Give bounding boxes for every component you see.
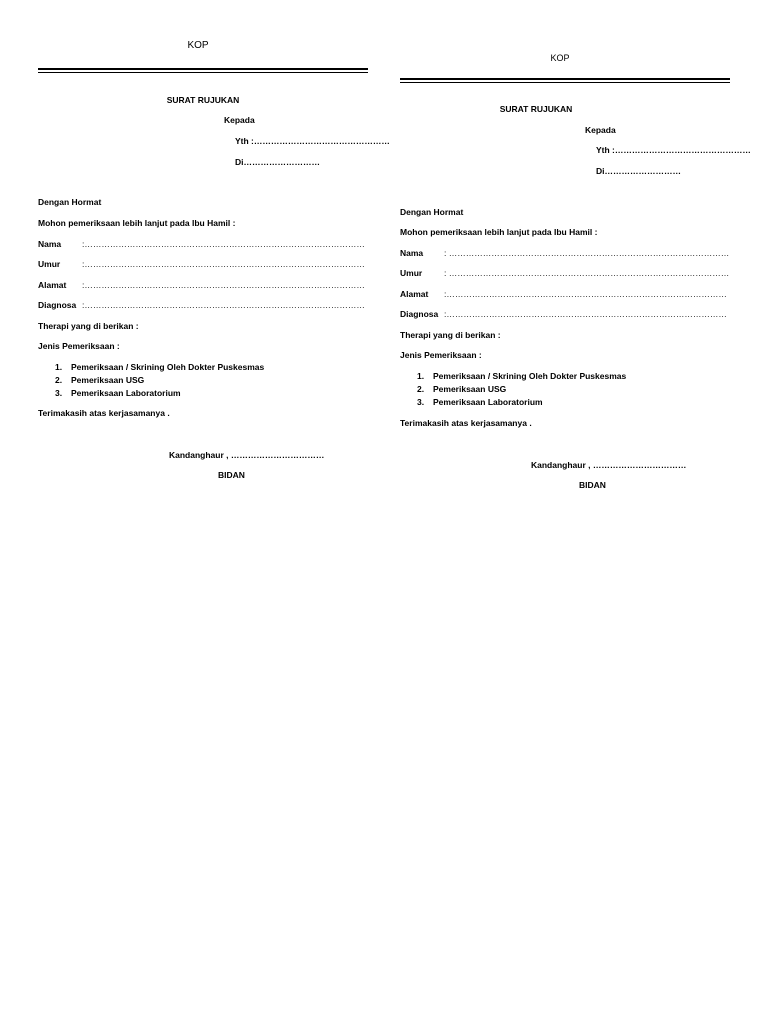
list-item: 3. Pemeriksaan Laboratorium <box>417 397 543 407</box>
exam-list <box>417 370 626 409</box>
field-blank: : ……………………………………………………………………………………… <box>444 268 730 278</box>
letter-title: SURAT RUJUKAN <box>166 95 240 105</box>
list-item: 1. Pemeriksaan / Skrining Oleh Dokter Puskesmas <box>55 362 265 372</box>
field-label: Nama <box>400 248 424 258</box>
place-date: Kandanghaur , …………………………… <box>531 460 687 470</box>
letterhead-kop: KOP <box>187 40 209 51</box>
field-blank: :……………………………………………………………………………………… <box>82 300 365 310</box>
letterhead-kop: KOP <box>550 53 570 63</box>
thanks-text: Terimakasih atas kerjasamanya . <box>38 408 170 418</box>
exam-type-label: Jenis Pemeriksaan : <box>38 341 120 351</box>
field-blank: : ……………………………………………………………………………………… <box>444 248 730 258</box>
list-item: 2. Pemeriksaan USG <box>55 375 145 385</box>
field-label: Nama <box>38 239 62 249</box>
intro-text: Mohon pemeriksaan lebih lanjut pada Ibu Hamil : <box>400 227 598 237</box>
signer-title: BIDAN <box>579 480 606 490</box>
recipient-kepada: Kepada <box>224 115 255 125</box>
header-rule-thin <box>400 82 730 83</box>
field-blank: :……………………………………………………………………………………… <box>82 239 365 249</box>
therapy-label: Therapi yang di berikan : <box>38 321 139 331</box>
intro-text: Mohon pemeriksaan lebih lanjut pada Ibu Hamil : <box>38 218 236 228</box>
recipient-yth: Yth :………………………………………… <box>235 136 390 146</box>
recipient-di: Di……………………… <box>596 166 681 176</box>
field-label: Diagnosa <box>38 300 77 310</box>
letter-title: SURAT RUJUKAN <box>499 104 573 114</box>
greeting: Dengan Hormat <box>400 207 464 217</box>
recipient-kepada: Kepada <box>585 125 616 135</box>
exam-list <box>55 361 264 400</box>
header-rule-thick <box>38 68 368 70</box>
field-label: Umur <box>400 268 423 278</box>
list-item: 1. Pemeriksaan / Skrining Oleh Dokter Puskesmas <box>417 371 627 381</box>
recipient-yth: Yth :………………………………………… <box>596 145 751 155</box>
field-label: Umur <box>38 259 61 269</box>
field-blank: :……………………………………………………………………………………… <box>444 289 727 299</box>
signer-title: BIDAN <box>218 470 245 480</box>
list-item: 3. Pemeriksaan Laboratorium <box>55 388 181 398</box>
recipient-di: Di……………………… <box>235 157 320 167</box>
field-label: Alamat <box>38 280 67 290</box>
field-label: Alamat <box>400 289 429 299</box>
exam-type-label: Jenis Pemeriksaan : <box>400 350 482 360</box>
greeting: Dengan Hormat <box>38 197 102 207</box>
field-blank: :……………………………………………………………………………………… <box>444 309 727 319</box>
therapy-label: Therapi yang di berikan : <box>400 330 501 340</box>
field-blank: :……………………………………………………………………………………… <box>82 280 365 290</box>
field-label: Diagnosa <box>400 309 439 319</box>
field-blank: :……………………………………………………………………………………… <box>82 259 365 269</box>
header-rule-thin <box>38 72 368 73</box>
place-date: Kandanghaur , …………………………… <box>169 450 325 460</box>
list-item: 2. Pemeriksaan USG <box>417 384 507 394</box>
thanks-text: Terimakasih atas kerjasamanya . <box>400 418 532 428</box>
header-rule-thick <box>400 78 730 80</box>
